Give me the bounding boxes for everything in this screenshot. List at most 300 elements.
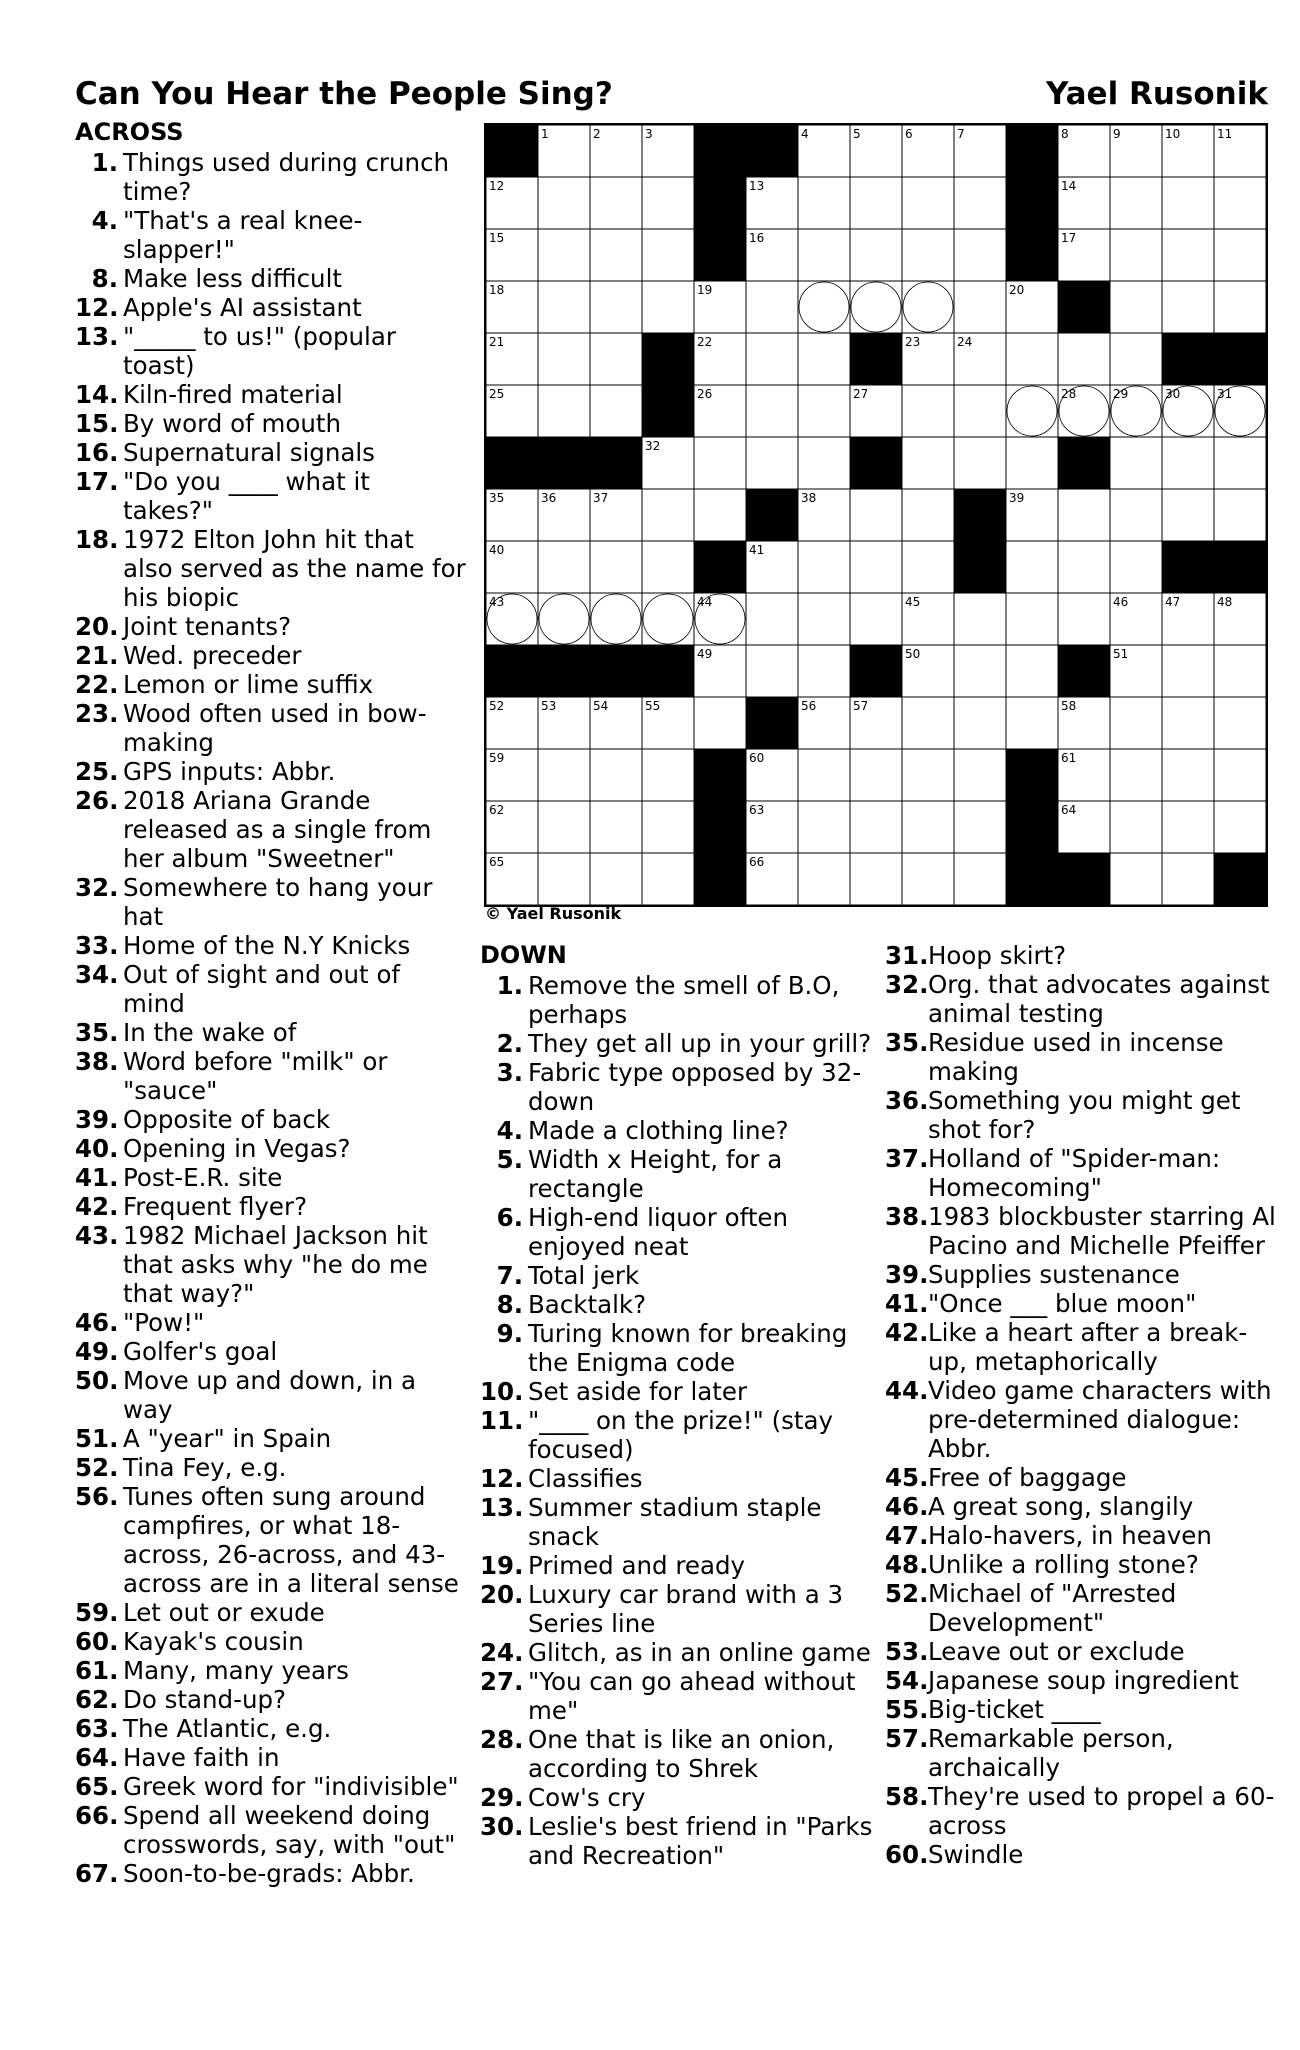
cell-number: 65 xyxy=(489,855,505,869)
clue-item xyxy=(480,1319,880,1377)
clue-text: Glitch, as in an online game xyxy=(528,1638,871,1667)
clue-item xyxy=(75,1714,467,1743)
grid-cell[interactable] xyxy=(746,593,798,645)
grid-block xyxy=(1058,645,1110,697)
clue-text: Total jerk xyxy=(528,1261,640,1290)
cell-number: 40 xyxy=(489,543,505,557)
cell-number: 6 xyxy=(905,127,913,141)
grid-cell[interactable] xyxy=(590,541,642,593)
clue-number: 65. xyxy=(75,1772,119,1801)
clue-number: 2. xyxy=(496,1029,523,1058)
grid-cell[interactable] xyxy=(746,385,798,437)
grid-cell[interactable] xyxy=(1058,593,1110,645)
clue-number: 32. xyxy=(885,970,929,999)
grid-cell[interactable] xyxy=(850,801,902,853)
clue-text: Remove the smell of B.O, perhaps xyxy=(528,971,840,1029)
grid-cell[interactable] xyxy=(1162,437,1214,489)
clue-number: 48. xyxy=(885,1550,929,1579)
grid-cell[interactable] xyxy=(1214,749,1266,801)
grid-cell[interactable] xyxy=(1110,333,1162,385)
cell-number: 4 xyxy=(801,127,809,141)
clue-text: Halo-havers, in heaven xyxy=(928,1521,1212,1550)
clue-item xyxy=(75,786,467,873)
grid-cell[interactable] xyxy=(590,853,642,905)
cell-number: 32 xyxy=(645,439,661,453)
grid-cell[interactable] xyxy=(1162,229,1214,281)
cell-number: 15 xyxy=(489,231,505,245)
grid-block xyxy=(486,645,538,697)
cell-number: 35 xyxy=(489,491,505,505)
clue-text: Things used during crunch time? xyxy=(123,148,450,206)
grid-cell[interactable] xyxy=(902,853,954,905)
clue-item xyxy=(75,409,467,438)
grid-cell[interactable] xyxy=(1214,801,1266,853)
grid-cell[interactable] xyxy=(798,333,850,385)
clue-text: Fabric type opposed by 32-down xyxy=(528,1058,862,1116)
clue-number: 20. xyxy=(75,612,119,641)
grid-cell[interactable] xyxy=(798,749,850,801)
cell-number: 61 xyxy=(1061,751,1077,765)
grid-cell[interactable] xyxy=(1110,801,1162,853)
grid-cell[interactable] xyxy=(1162,801,1214,853)
cell-number: 24 xyxy=(957,335,973,349)
grid-cell[interactable] xyxy=(954,697,1006,749)
clue-number: 59. xyxy=(75,1598,119,1627)
clue-item xyxy=(75,148,467,206)
grid-cell[interactable] xyxy=(694,697,746,749)
clue-text: Home of the N.Y Knicks xyxy=(123,931,411,960)
clue-number: 35. xyxy=(75,1018,119,1047)
grid-cell[interactable] xyxy=(902,281,954,333)
grid-cell[interactable] xyxy=(954,281,1006,333)
grid-cell[interactable] xyxy=(1058,541,1110,593)
grid-block xyxy=(694,229,746,281)
cell-number: 8 xyxy=(1061,127,1069,141)
clue-item xyxy=(75,757,467,786)
clue-item xyxy=(75,1772,467,1801)
clue-number: 26. xyxy=(75,786,119,815)
grid-cell[interactable] xyxy=(590,229,642,281)
grid-cell[interactable] xyxy=(798,541,850,593)
grid-block xyxy=(642,385,694,437)
grid-cell[interactable] xyxy=(850,489,902,541)
clue-text: Classifies xyxy=(528,1464,643,1493)
clue-number: 17. xyxy=(75,467,119,496)
down-clue-list-1 xyxy=(480,971,880,1870)
cell-number: 67 xyxy=(1061,855,1077,869)
grid-cell[interactable] xyxy=(1110,853,1162,905)
grid-cell[interactable] xyxy=(1162,697,1214,749)
grid-cell[interactable] xyxy=(1110,177,1162,229)
clue-item xyxy=(75,1134,467,1163)
cell-number: 50 xyxy=(905,647,921,661)
grid-cell[interactable] xyxy=(798,645,850,697)
clue-item xyxy=(480,1058,880,1116)
clue-text: Word before "milk" or "sauce" xyxy=(123,1047,388,1105)
grid-cell[interactable] xyxy=(798,437,850,489)
grid-block xyxy=(538,437,590,489)
clue-item xyxy=(75,1018,467,1047)
clue-text: Something you might get shot for? xyxy=(928,1086,1241,1144)
clue-number: 37. xyxy=(885,1144,929,1173)
clue-text: Out of sight and out of mind xyxy=(123,960,401,1018)
clue-item xyxy=(75,1685,467,1714)
grid-block xyxy=(642,645,694,697)
clue-item xyxy=(75,438,467,467)
grid-block xyxy=(1214,333,1266,385)
clue-text: Frequent flyer? xyxy=(123,1192,308,1221)
clue-number: 58. xyxy=(885,1782,929,1811)
grid-cell[interactable] xyxy=(954,645,1006,697)
clue-text: Soon-to-be-grads: Abbr. xyxy=(123,1859,415,1888)
grid-cell[interactable] xyxy=(746,281,798,333)
clue-text: Backtalk? xyxy=(528,1290,647,1319)
grid-cell[interactable] xyxy=(902,385,954,437)
grid-cell[interactable] xyxy=(798,281,850,333)
clue-item xyxy=(75,960,467,1018)
grid-cell[interactable] xyxy=(902,489,954,541)
clue-text: Org. that advocates against animal testing xyxy=(928,970,1270,1028)
grid-cell[interactable] xyxy=(1214,437,1266,489)
grid-cell[interactable] xyxy=(954,801,1006,853)
clue-number: 57. xyxy=(885,1724,929,1753)
clue-text: Tunes often sung around campfires, or what 18-across, 26-across, and 43-across are in a literal sense xyxy=(123,1482,459,1598)
cell-number: 1 xyxy=(541,127,549,141)
clue-number: 46. xyxy=(885,1492,929,1521)
grid-block xyxy=(694,853,746,905)
across-clue-list xyxy=(75,148,467,1888)
clue-item xyxy=(885,941,1280,970)
grid-cell[interactable] xyxy=(746,437,798,489)
cell-number: 46 xyxy=(1113,595,1129,609)
clue-number: 62. xyxy=(75,1685,119,1714)
grid-cell[interactable] xyxy=(1006,593,1058,645)
clue-item xyxy=(75,670,467,699)
clue-item xyxy=(480,1812,880,1870)
grid-block xyxy=(694,749,746,801)
grid-cell[interactable] xyxy=(590,281,642,333)
clue-number: 67. xyxy=(75,1859,119,1888)
clue-item xyxy=(75,1337,467,1366)
clue-number: 38. xyxy=(75,1047,119,1076)
clue-item xyxy=(480,1580,880,1638)
grid-cell[interactable] xyxy=(1162,853,1214,905)
clue-number: 55. xyxy=(885,1695,929,1724)
clue-text: Luxury car brand with a 3 Series line xyxy=(528,1580,844,1638)
grid-cell[interactable] xyxy=(538,229,590,281)
grid-cell[interactable] xyxy=(694,489,746,541)
grid-cell[interactable] xyxy=(1162,645,1214,697)
grid-cell[interactable] xyxy=(642,541,694,593)
clue-item xyxy=(885,1463,1280,1492)
clue-text: 1972 Elton John hit that also served as the name for his biopic xyxy=(123,525,466,612)
grid-cell[interactable] xyxy=(902,541,954,593)
clue-number: 46. xyxy=(75,1308,119,1337)
grid-cell[interactable] xyxy=(798,229,850,281)
grid-cell[interactable] xyxy=(1162,489,1214,541)
cell-number: 55 xyxy=(645,699,661,713)
clue-item xyxy=(480,1667,880,1725)
grid-cell[interactable] xyxy=(902,229,954,281)
grid-cell[interactable] xyxy=(902,177,954,229)
grid-cell[interactable] xyxy=(850,853,902,905)
cell-number: 2 xyxy=(593,127,601,141)
clue-text: Kayak's cousin xyxy=(123,1627,304,1656)
clue-text: They get all up in your grill? xyxy=(528,1029,872,1058)
grid-cell[interactable] xyxy=(642,593,694,645)
down-clue-list-2 xyxy=(885,941,1280,1869)
clue-item xyxy=(885,1028,1280,1086)
grid-block xyxy=(1162,333,1214,385)
crossword-grid-svg xyxy=(486,125,1266,905)
clue-text: In the wake of xyxy=(123,1018,297,1047)
clue-item xyxy=(75,467,467,525)
grid-cell[interactable] xyxy=(1058,333,1110,385)
grid-cell[interactable] xyxy=(850,177,902,229)
grid-cell[interactable] xyxy=(642,853,694,905)
grid-cell[interactable] xyxy=(590,177,642,229)
clue-number: 32. xyxy=(75,873,119,902)
clue-number: 54. xyxy=(885,1666,929,1695)
grid-cell[interactable] xyxy=(1214,177,1266,229)
cell-number: 63 xyxy=(749,803,765,817)
grid-cell[interactable] xyxy=(538,177,590,229)
cell-number: 22 xyxy=(697,335,713,349)
grid-cell[interactable] xyxy=(850,281,902,333)
clue-item xyxy=(885,1782,1280,1840)
grid-cell[interactable] xyxy=(902,437,954,489)
clue-number: 41. xyxy=(885,1289,929,1318)
clue-item xyxy=(75,1482,467,1598)
grid-block xyxy=(850,645,902,697)
clue-text: Japanese soup ingredient xyxy=(928,1666,1239,1695)
grid-cell[interactable] xyxy=(642,801,694,853)
clue-number: 61. xyxy=(75,1656,119,1685)
grid-cell[interactable] xyxy=(590,749,642,801)
cell-number: 33 xyxy=(853,439,869,453)
grid-cell[interactable] xyxy=(850,749,902,801)
clue-number: 42. xyxy=(75,1192,119,1221)
grid-cell[interactable] xyxy=(850,541,902,593)
clue-text: "You can go ahead without me" xyxy=(528,1667,856,1725)
clue-item xyxy=(75,206,467,264)
clue-item xyxy=(75,612,467,641)
grid-cell[interactable] xyxy=(1006,697,1058,749)
clue-item xyxy=(75,1743,467,1772)
grid-cell[interactable] xyxy=(1214,229,1266,281)
grid-block xyxy=(1214,541,1266,593)
clue-item xyxy=(75,1105,467,1134)
cell-number: 43 xyxy=(489,595,505,609)
clue-number: 43. xyxy=(75,1221,119,1250)
grid-cell[interactable] xyxy=(798,177,850,229)
clue-number: 15. xyxy=(75,409,119,438)
cell-number: 48 xyxy=(1217,595,1233,609)
grid-cell[interactable] xyxy=(1110,229,1162,281)
clue-item xyxy=(885,970,1280,1028)
grid-cell[interactable] xyxy=(954,229,1006,281)
clue-item xyxy=(75,1221,467,1308)
grid-cell[interactable] xyxy=(538,749,590,801)
clue-number: 51. xyxy=(75,1424,119,1453)
grid-cell[interactable] xyxy=(590,333,642,385)
grid-cell[interactable] xyxy=(746,645,798,697)
cell-number: 25 xyxy=(489,387,505,401)
grid-cell[interactable] xyxy=(642,749,694,801)
clue-text: Tina Fey, e.g. xyxy=(123,1453,287,1482)
cell-number: 20 xyxy=(1009,283,1025,297)
clue-item xyxy=(480,1029,880,1058)
grid-cell[interactable] xyxy=(798,593,850,645)
clue-item xyxy=(480,1638,880,1667)
clue-number: 27. xyxy=(480,1667,524,1696)
grid-cell[interactable] xyxy=(538,333,590,385)
grid-cell[interactable] xyxy=(538,281,590,333)
grid-cell[interactable] xyxy=(1110,541,1162,593)
clue-text: Lemon or lime suffix xyxy=(123,670,374,699)
grid-cell[interactable] xyxy=(1006,385,1058,437)
clue-text: Golfer's goal xyxy=(123,1337,278,1366)
grid-cell[interactable] xyxy=(954,853,1006,905)
clue-text: Apple's AI assistant xyxy=(123,293,362,322)
grid-block xyxy=(694,125,746,177)
cell-number: 14 xyxy=(1061,179,1077,193)
grid-cell[interactable] xyxy=(1110,281,1162,333)
grid-cell[interactable] xyxy=(1110,697,1162,749)
grid-cell[interactable] xyxy=(694,437,746,489)
clue-text: Opposite of back xyxy=(123,1105,331,1134)
clue-item xyxy=(480,1203,880,1261)
cell-number: 66 xyxy=(749,855,765,869)
clue-text: A "year" in Spain xyxy=(123,1424,332,1453)
grid-cell[interactable] xyxy=(746,333,798,385)
clue-number: 25. xyxy=(75,757,119,786)
clue-number: 19. xyxy=(480,1551,524,1580)
clue-item xyxy=(480,1116,880,1145)
grid-cell[interactable] xyxy=(798,385,850,437)
grid-cell[interactable] xyxy=(1162,177,1214,229)
cell-number: 62 xyxy=(489,803,505,817)
cell-number: 16 xyxy=(749,231,765,245)
grid-cell[interactable] xyxy=(954,749,1006,801)
grid-cell[interactable] xyxy=(590,385,642,437)
grid-cell[interactable] xyxy=(798,801,850,853)
grid-cell[interactable] xyxy=(954,177,1006,229)
grid-cell[interactable] xyxy=(954,385,1006,437)
grid-cell[interactable] xyxy=(1162,749,1214,801)
cell-number: 18 xyxy=(489,283,505,297)
grid-cell[interactable] xyxy=(538,385,590,437)
clue-item xyxy=(885,1840,1280,1869)
grid-cell[interactable] xyxy=(538,853,590,905)
clue-text: Let out or exude xyxy=(123,1598,325,1627)
grid-cell[interactable] xyxy=(1214,697,1266,749)
cell-number: 36 xyxy=(541,491,557,505)
clue-number: 42. xyxy=(885,1318,929,1347)
grid-cell[interactable] xyxy=(538,541,590,593)
grid-cell[interactable] xyxy=(850,229,902,281)
clue-item xyxy=(885,1144,1280,1202)
clue-text: "That's a real knee-slapper!" xyxy=(123,206,363,264)
grid-cell[interactable] xyxy=(1110,749,1162,801)
grid-cell[interactable] xyxy=(954,593,1006,645)
clue-text: They're used to propel a 60-across xyxy=(928,1782,1275,1840)
grid-cell[interactable] xyxy=(590,801,642,853)
grid-cell[interactable] xyxy=(798,853,850,905)
clue-item xyxy=(885,1579,1280,1637)
clue-number: 30. xyxy=(480,1812,524,1841)
clue-text: Opening in Vegas? xyxy=(123,1134,351,1163)
grid-block xyxy=(1162,541,1214,593)
grid-cell[interactable] xyxy=(538,593,590,645)
grid-cell[interactable] xyxy=(1006,437,1058,489)
clue-number: 12. xyxy=(480,1464,524,1493)
clue-item xyxy=(885,1550,1280,1579)
grid-cell[interactable] xyxy=(642,281,694,333)
clue-item xyxy=(75,1163,467,1192)
clue-item xyxy=(75,1453,467,1482)
grid-cell[interactable] xyxy=(902,749,954,801)
clue-number: 14. xyxy=(75,380,119,409)
clue-number: 9. xyxy=(496,1319,523,1348)
grid-cell[interactable] xyxy=(642,177,694,229)
clue-text: "____ on the prize!" (stay focused) xyxy=(528,1406,834,1464)
grid-block xyxy=(486,125,538,177)
clue-text: Made a clothing line? xyxy=(528,1116,789,1145)
grid-cell[interactable] xyxy=(1006,645,1058,697)
grid-cell[interactable] xyxy=(902,801,954,853)
grid-cell[interactable] xyxy=(954,437,1006,489)
grid-cell[interactable] xyxy=(1214,645,1266,697)
clue-text: GPS inputs: Abbr. xyxy=(123,757,336,786)
clue-number: 4. xyxy=(91,206,118,235)
grid-cell[interactable] xyxy=(1058,489,1110,541)
grid-cell[interactable] xyxy=(642,229,694,281)
grid-cell[interactable] xyxy=(1006,541,1058,593)
clue-text: "Do you ____ what it takes?" xyxy=(123,467,370,525)
grid-cell[interactable] xyxy=(642,489,694,541)
grid-cell[interactable] xyxy=(850,593,902,645)
cell-number: 11 xyxy=(1217,127,1233,141)
clue-number: 23. xyxy=(75,699,119,728)
clue-number: 13. xyxy=(480,1493,524,1522)
grid-cell[interactable] xyxy=(538,801,590,853)
clue-item xyxy=(75,1192,467,1221)
clue-number: 1. xyxy=(91,148,118,177)
grid-block xyxy=(1006,749,1058,801)
clue-item xyxy=(75,1047,467,1105)
clue-text: Supernatural signals xyxy=(123,438,375,467)
grid-cell[interactable] xyxy=(1006,333,1058,385)
grid-block xyxy=(850,333,902,385)
grid-cell[interactable] xyxy=(1214,489,1266,541)
grid-cell[interactable] xyxy=(590,593,642,645)
grid-cell[interactable] xyxy=(1214,281,1266,333)
grid-block xyxy=(1006,177,1058,229)
clue-item xyxy=(75,873,467,931)
grid-block xyxy=(746,489,798,541)
grid-cell[interactable] xyxy=(902,697,954,749)
clue-number: 13. xyxy=(75,322,119,351)
grid-cell[interactable] xyxy=(1162,281,1214,333)
grid-cell[interactable] xyxy=(1110,437,1162,489)
clue-number: 5. xyxy=(496,1145,523,1174)
clue-text: Leave out or exclude xyxy=(928,1637,1185,1666)
cell-number: 10 xyxy=(1165,127,1181,141)
grid-cell[interactable] xyxy=(1110,489,1162,541)
clue-item xyxy=(480,1551,880,1580)
clue-text: Spend all weekend doing crosswords, say, with "out" xyxy=(123,1801,456,1859)
